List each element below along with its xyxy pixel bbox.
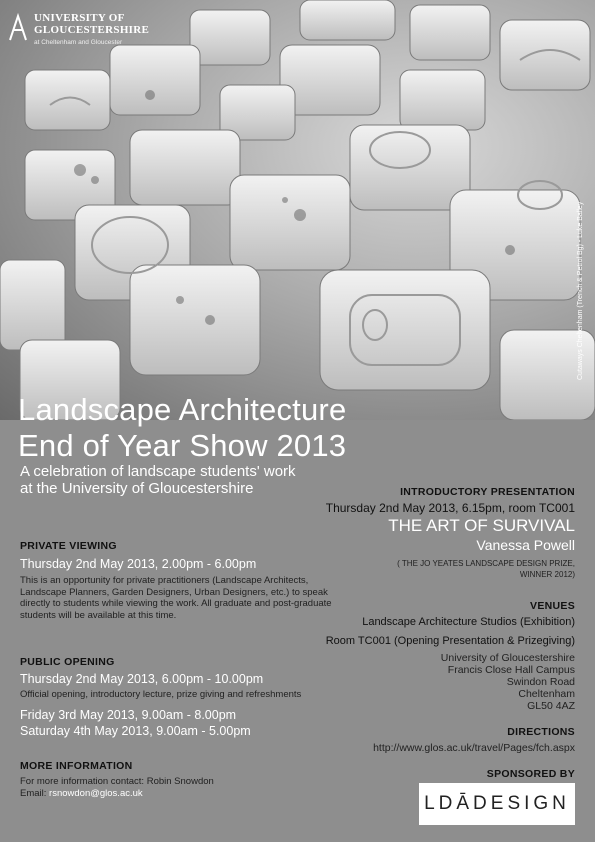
public-opening-date1: Thursday 2nd May 2013, 6.00pm - 10.00pm [20, 672, 264, 686]
speaker-name: Vanessa Powell [476, 537, 575, 553]
email-label: Email: [20, 787, 47, 799]
university-name-line1: UNIVERSITY OF [34, 12, 125, 24]
directions-section [285, 726, 575, 754]
venue-line2: Room TC001 (Opening Presentation & Prizegiving) [325, 635, 575, 647]
public-opening-heading: PUBLIC OPENING [20, 656, 115, 668]
lda-design-logo: LDĀDESIGN [424, 793, 570, 814]
prize-line2: WINNER 2012) [519, 570, 575, 579]
private-viewing-date: Thursday 2nd May 2013, 2.00pm - 6.00pm [20, 557, 257, 571]
more-info-heading: MORE INFORMATION [20, 760, 133, 772]
subtitle-line2: at the University of Gloucestershire [20, 480, 254, 497]
talk-title: THE ART OF SURVIVAL [388, 516, 575, 535]
private-viewing-text: This is an opportunity for private practitioners (Landscape Architects, Landscape Planners, Garden Designers, Urban Designers, etc.) to speak directly to students while viewing the work. All graduate and post-graduate students will be available at this time. [20, 575, 332, 621]
venues-section [285, 600, 575, 712]
plaster-tiles-illustration [0, 0, 595, 420]
more-info-email-line [20, 788, 360, 800]
title-line1: Landscape Architecture [18, 392, 347, 427]
sponsor-heading-wrap [285, 768, 575, 780]
university-subtitle: at Cheltenham and Gloucester [34, 39, 123, 46]
address-line: Francis Close Hall Campus [447, 664, 575, 676]
directions-link[interactable]: http://www.glos.ac.uk/travel/Pages/fch.aspx [373, 742, 575, 754]
university-name [34, 12, 174, 36]
university-crest-icon [8, 12, 28, 42]
hero-photo [0, 0, 595, 420]
page-title [18, 392, 346, 464]
public-opening-date3: Saturday 4th May 2013, 9.00am - 5.00pm [20, 723, 251, 738]
intro-presentation-section [285, 486, 575, 580]
sponsor-logo-box [419, 783, 575, 825]
address-line: Swindon Road [506, 676, 575, 688]
prize-line1: ( THE JO YEATES LANDSCAPE DESIGN PRIZE, [397, 559, 575, 568]
university-name-line2: GLOUCESTERSHIRE [34, 24, 150, 36]
address-line: Cheltenham [518, 688, 575, 700]
intro-date: Thursday 2nd May 2013, 6.15pm, room TC001 [325, 501, 575, 515]
sponsor-heading: SPONSORED BY [486, 768, 575, 780]
intro-heading: INTRODUCTORY PRESENTATION [400, 486, 575, 498]
public-opening-date2: Friday 3rd May 2013, 9.00am - 8.00pm [20, 707, 237, 722]
subtitle-line1: A celebration of landscape students' work [20, 463, 296, 480]
venue-line1: Landscape Architecture Studios (Exhibition) [362, 616, 575, 628]
more-info-contact: For more information contact: Robin Snowdon [20, 776, 214, 787]
venues-heading: VENUES [530, 600, 575, 612]
public-opening-text: Official opening, introductory lecture, prize giving and refreshments [20, 689, 302, 700]
email-link[interactable]: rsnowdon@glos.ac.uk [49, 787, 143, 799]
title-line2: End of Year Show 2013 [18, 428, 347, 463]
private-viewing-heading: PRIVATE VIEWING [20, 540, 117, 552]
address-line: GL50 4AZ [527, 700, 575, 712]
venue-address [285, 652, 575, 712]
photo-credit: Cutaways Cheltenham (Trench & Petrol Bg) - Luke Balley [577, 201, 584, 380]
directions-heading: DIRECTIONS [507, 726, 575, 738]
address-line: University of Gloucestershire [440, 652, 575, 664]
